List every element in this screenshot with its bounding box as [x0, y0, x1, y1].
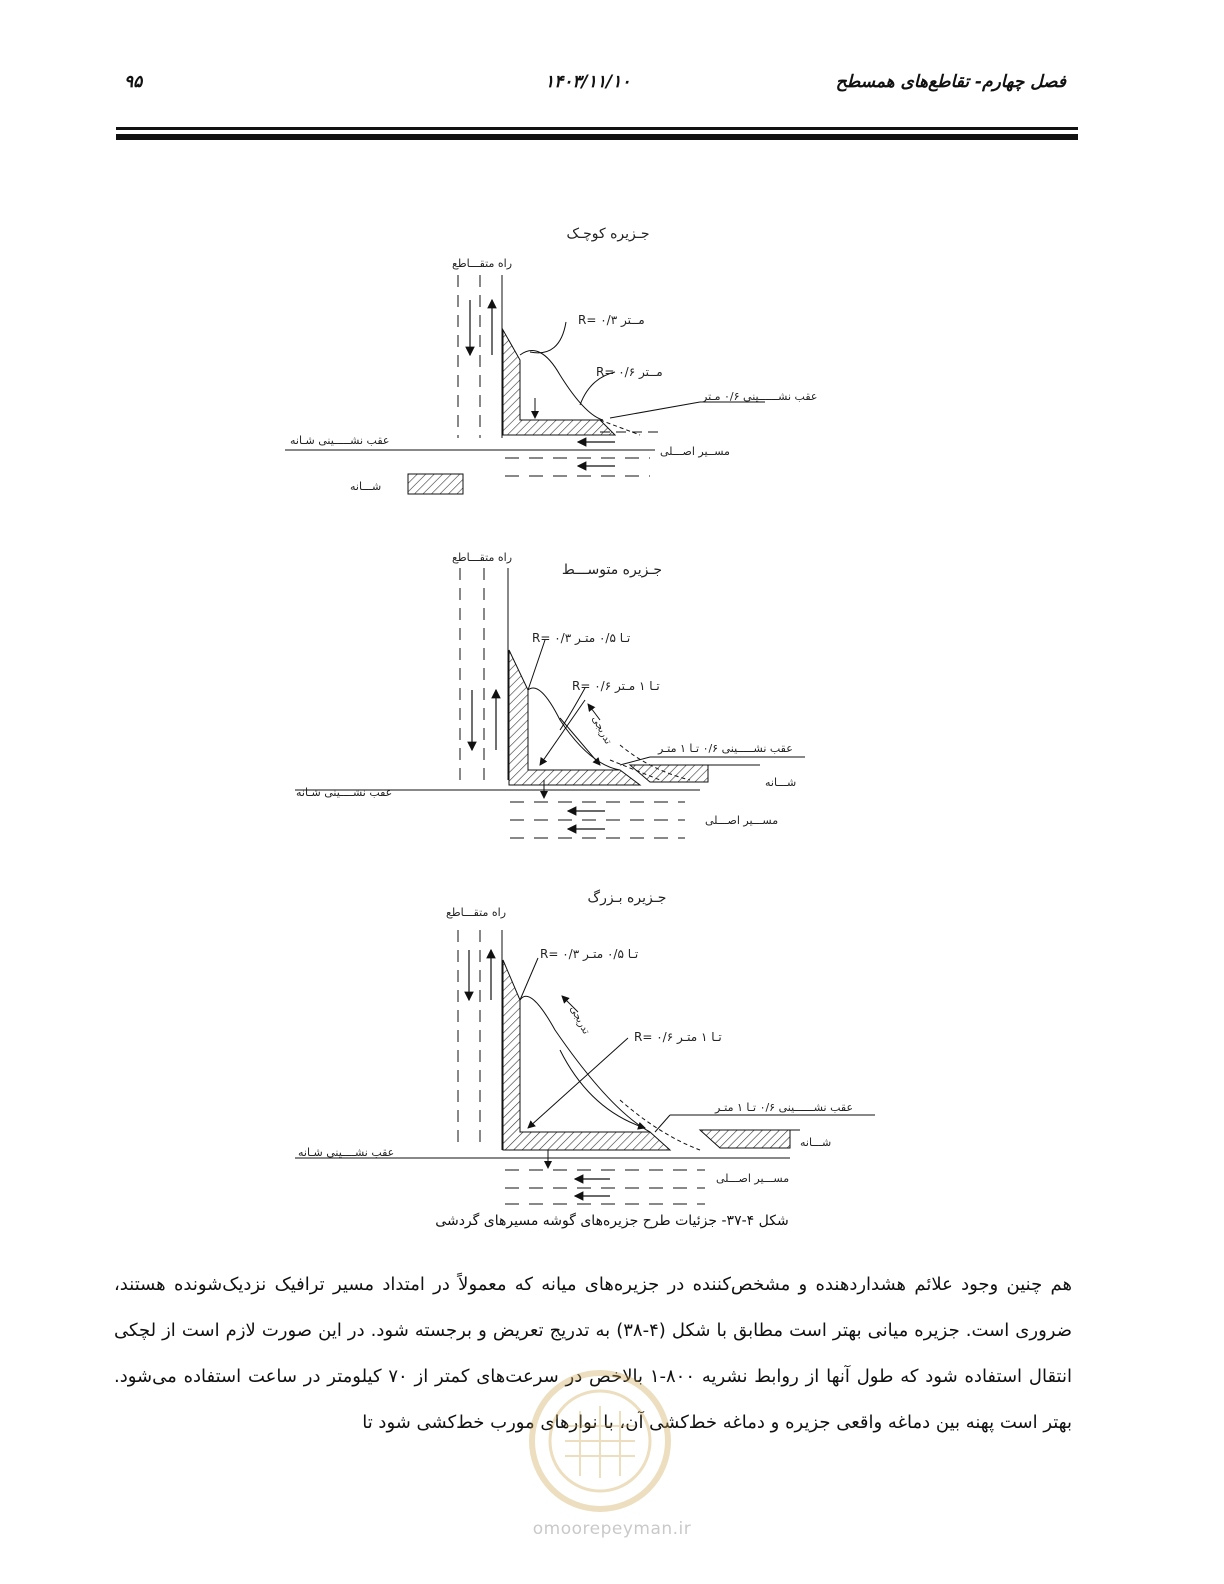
medium-taper: تدریجی: [589, 714, 614, 747]
large-island-diagram: [295, 888, 875, 1204]
large-r2: R= ۰/۶ تـا ۱ متـر: [634, 1030, 722, 1044]
large-cross-road-label: راه متقـــاطع: [445, 906, 507, 919]
medium-shoulder-offset: عقب نشــــینی شـانه: [296, 786, 393, 799]
small-island-diagram: [285, 226, 817, 494]
medium-title: جـزیره متوســـط: [561, 562, 663, 578]
small-cross-road-label: راه متقـــاطع: [451, 257, 513, 270]
watermark-logo: [520, 1366, 680, 1516]
large-main-road: مســـیر اصـــلی: [716, 1172, 790, 1185]
large-shoulder: شـــانه: [800, 1136, 832, 1149]
small-r2: R= ۰/۶ مــتر: [596, 365, 663, 379]
large-r1: R= ۰/۳ تـا ۰/۵ متـر: [540, 947, 639, 961]
large-shoulder-offset: عقب نشــــینی شـانه: [298, 1146, 395, 1159]
medium-shoulder: شـــانه: [765, 776, 797, 789]
large-title: جـزیره بـزرگ: [587, 890, 667, 906]
small-main-road: مســیر اصـــلی: [660, 445, 730, 458]
medium-r1: R= ۰/۳ تـا ۰/۵ متـر: [532, 631, 631, 645]
body-paragraph: هم چنین وجود علائم هشداردهنده و مشخص‌کننده در جزیره‌های میانه که معمولاً در امتداد مسیر ترافیک نزدیک‌شونده هستند، ضروری است. جزیره میانی بهتر است مطابق با شکل (۴-۳۸) به تدریج تعریض و برجسته شود. در این صورت لازم است از لچکی انتقال استفاده شود که طول آنها از روابط نشریه ۸۰۰-۱ بالاخص در سرعت‌های کمتر از ۷۰ کیلومتر در ساعت استفاده می‌شود. بهتر است پهنه بین دماغه واقعی جزیره و دماغه خط‌کشی آن، با نوارهای مورب خط‌کشی شود تا: [114, 1274, 1072, 1433]
figure-caption: شکل ۴-۳۷- جزئیات طرح جزیره‌های گوشه مسیرهای گردشی: [435, 1213, 789, 1229]
shoulder-legend-swatch: [408, 474, 463, 494]
watermark-site: omoorepeyman.ir: [532, 1519, 692, 1539]
medium-island-diagram: [295, 551, 805, 838]
large-offset: عقب نشــــــینی ۰/۶ تـا ۱ متـر: [715, 1101, 854, 1114]
chapter-title: فصل چهارم- تقاطع‌های همسطح: [835, 72, 1066, 92]
small-offset: عقب نشــــــینی ۰/۶ مـتر: [702, 390, 818, 403]
small-title: جـزیره کوچـک: [566, 226, 650, 242]
large-taper: تدریجی: [567, 1004, 592, 1037]
medium-cross-road-label: راه متقـــاطع: [451, 551, 513, 564]
small-r1: R= ۰/۳ مــتر: [578, 313, 645, 327]
header-date: ۱۴۰۳/۱۱/۱۰: [545, 72, 631, 92]
medium-offset: عقب نشـــــینی ۰/۶ تـا ۱ متـر: [658, 742, 793, 755]
small-legend-shoulder: شـــانه: [350, 480, 382, 493]
medium-main-road: مســـیر اصـــلی: [705, 814, 779, 827]
medium-r2: R= ۰/۶ تـا ۱ مـتر: [572, 679, 660, 693]
small-shoulder-offset: عقب نشـــــینی شـانه: [290, 434, 390, 447]
page-number: ۹۵: [124, 72, 143, 92]
